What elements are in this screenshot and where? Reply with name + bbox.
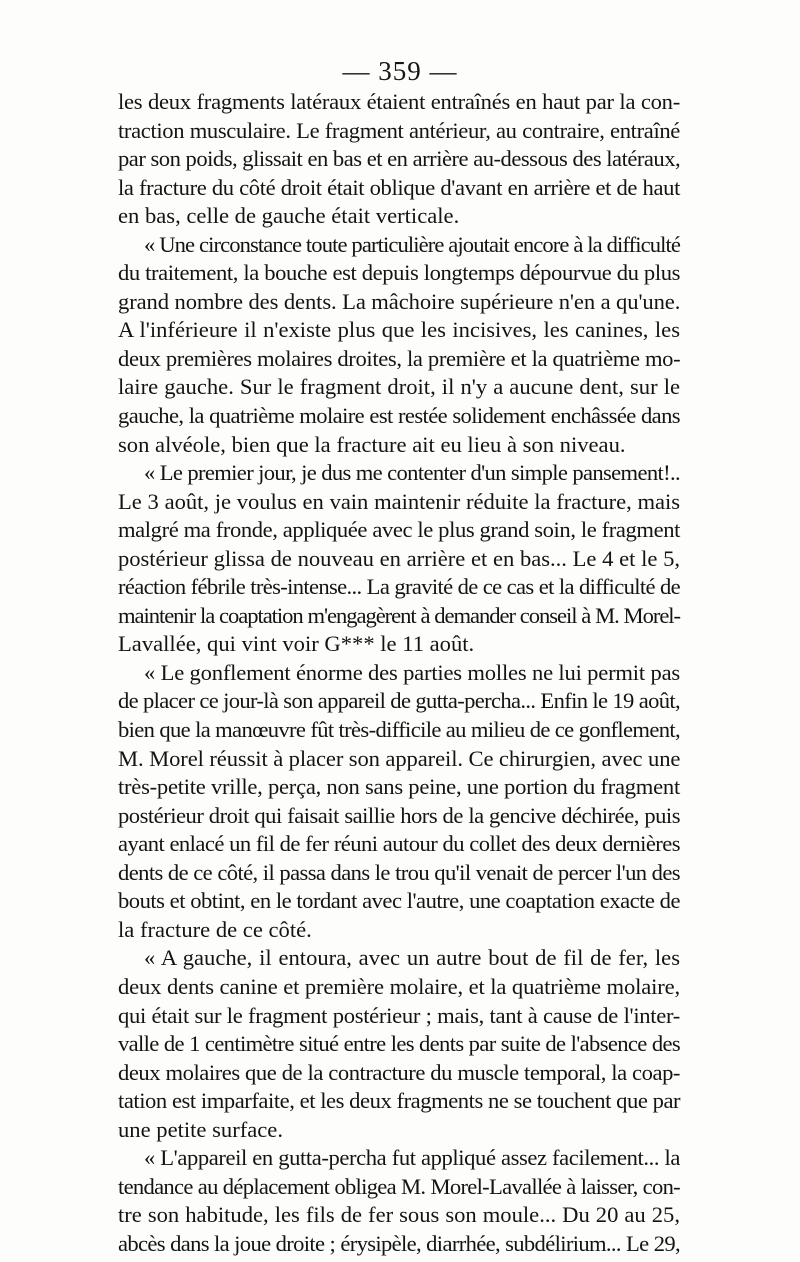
text-line: deux premières molaires droites, la première et la quatrième mo- <box>118 345 681 371</box>
text-line: réaction fébrile très-intense... La gravité de ce cas et la difficulté de <box>118 574 680 600</box>
text-line: deux molaires que de la contracture du muscle temporal, la coap- <box>118 1059 680 1085</box>
text-line: une petite surface. <box>118 1116 283 1142</box>
body-text <box>118 88 680 1258</box>
text-line: qui était sur le fragment postérieur ; mais, tant à cause de l'inter- <box>118 1002 680 1028</box>
text-line: bouts et obtint, en le tordant avec l'autre, une coaptation exacte de <box>118 888 680 914</box>
text-line: par son poids, glissait en bas et en arrière au-dessous des latéraux, <box>118 146 681 172</box>
text-line: grand nombre des dents. La mâchoire supérieure n'en a qu'une. <box>118 288 681 314</box>
text-line: « Le gonflement énorme des parties molles ne lui permit pas <box>144 659 680 685</box>
text-line: M. Morel réussit à placer son appareil. Ce chirurgien, avec une <box>118 745 681 771</box>
text-line: malgré ma fronde, appliquée avec le plus grand soin, le fragment <box>118 517 680 543</box>
text-line: tre son habitude, les fils de fer sous son moule... Du 20 au 25, <box>118 1202 680 1228</box>
text-line: bien que la manœuvre fût très-difficile au milieu de ce gonflement, <box>118 717 680 743</box>
text-line: du traitement, la bouche est depuis longtemps dépourvue du plus <box>118 260 680 286</box>
text-line: valle de 1 centimètre situé entre les dents par suite de l'absence des <box>118 1031 680 1057</box>
text-line: très-petite vrille, perça, non sans peine, une portion du fragment <box>118 774 680 800</box>
text-line: « Une circonstance toute particulière ajoutait encore à la difficulté <box>144 231 680 257</box>
text-line: maintenir la coaptation m'engagèrent à demander conseil à M. Morel- <box>118 602 680 628</box>
text-line: A l'inférieure il n'existe plus que les incisives, les canines, les <box>118 317 680 343</box>
text-line: « L'appareil en gutta-percha fut appliqué assez facilement... la <box>144 1145 680 1171</box>
page-number: — 359 — <box>342 56 458 86</box>
text-line: Le 3 août, je voulus en vain maintenir réduite la fracture, mais <box>118 488 680 514</box>
text-line: de placer ce jour-là son appareil de gutta-percha... Enfin le 19 août, <box>118 688 680 714</box>
text-line: les deux fragments latéraux étaient entraînés en haut par la con- <box>118 89 680 114</box>
text-line: « A gauche, il entoura, avec un autre bout de fil de fer, les <box>144 945 680 971</box>
text-line: tendance au déplacement obligea M. Morel-Lavallée à laisser, con- <box>118 1173 680 1199</box>
text-line: abcès dans la joue droite ; érysipèle, diarrhée, subdélirium... Le 29, <box>118 1230 680 1256</box>
text-line: Lavallée, qui vint voir G*** le 11 août. <box>118 631 475 657</box>
text-line: son alvéole, bien que la fracture ait eu lieu à son niveau. <box>118 431 626 457</box>
text-line: traction musculaire. Le fragment antérieur, au contraire, entraîné <box>118 117 680 143</box>
text-line: gauche, la quatrième molaire est restée solidement enchâssée dans <box>118 403 680 429</box>
text-line: en bas, celle de gauche était verticale. <box>118 203 460 229</box>
text-line: postérieur glissa de nouveau en arrière et en bas... Le 4 et le 5, <box>118 545 680 571</box>
text-line: « Le premier jour, je dus me contenter d'un simple pansement!.. <box>144 460 680 486</box>
text-line: la fracture de ce côté. <box>118 916 312 942</box>
text-line: laire gauche. Sur le fragment droit, il n'y a aucune dent, sur le <box>118 374 680 400</box>
text-line: la fracture du côté droit était oblique d'avant en arrière et de haut <box>118 174 680 200</box>
text-line: dents de ce côté, il passa dans le trou qu'il venait de percer l'un des <box>118 859 680 885</box>
text-line: postérieur droit qui faisait saillie hors de la gencive déchirée, puis <box>118 802 680 828</box>
text-line: deux dents canine et première molaire, et la quatrième molaire, <box>118 973 680 999</box>
text-line: tation est imparfaite, et les deux fragments ne se touchent que par <box>118 1088 681 1114</box>
text-line: ayant enlacé un fil de fer réuni autour du collet des deux dernières <box>118 831 680 857</box>
